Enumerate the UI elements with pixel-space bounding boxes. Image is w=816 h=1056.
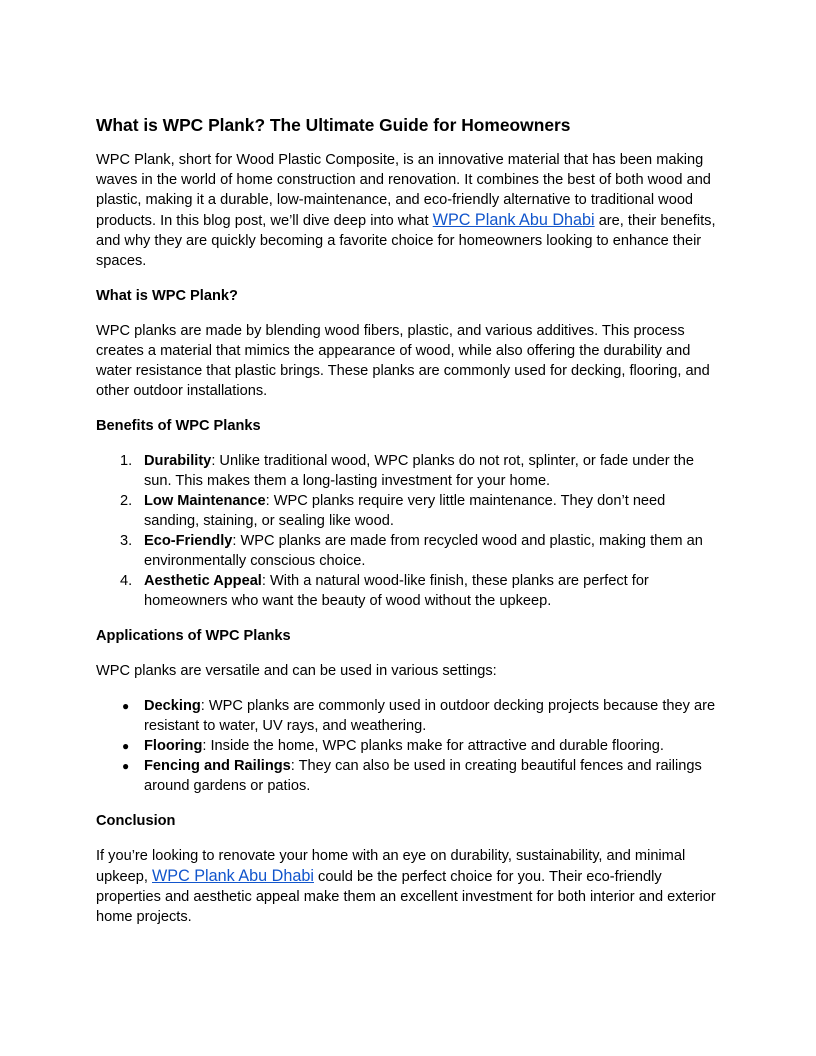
list-number: 3. [120,533,133,549]
list-item [96,531,721,571]
document-title: What is WPC Plank? The Ultimate Guide for Homeowners [96,115,571,135]
list-item-text: : They can also be used in creating beautiful fences and railings around gardens or patios. [144,758,702,794]
list-item [96,451,721,491]
conclusion-paragraph [96,846,721,927]
intro-text-end: are, their benefits, and why they are quickly becoming a favorite choice for homeowners looking to enhance their spaces. [96,213,716,269]
section-body-what-is: WPC planks are made by blending wood fibers, plastic, and various additives. This process creates a material that mimics the appearance of wood, while also offering the durability and water resistance that plastic brings. These planks are commonly used for decking, flooring, and other outdoor installations. [96,323,710,399]
list-item [96,756,721,796]
list-item-term: Decking [144,698,201,714]
list-item-term: Flooring [144,738,203,754]
list-item-text: : WPC planks require very little maintenance. They don’t need sanding, staining, or sealing like wood. [144,493,666,529]
bullet-icon: ● [122,699,130,713]
list-item-text: : WPC planks are commonly used in outdoor decking projects because they are resistant to water, UV rays, and weathering. [144,698,716,734]
list-item-term: Eco-Friendly [144,533,233,549]
document-page [96,113,721,942]
conclusion-text-end: could be the perfect choice for you. Their eco-friendly properties and aesthetic appeal make them an excellent investment for both interior and exterior home projects. [96,869,716,925]
list-item-text: : Unlike traditional wood, WPC planks do not rot, splinter, or fade under the sun. This makes them a long-lasting investment for your home. [144,453,694,489]
list-item-term: Aesthetic Appeal [144,573,262,589]
list-item [96,736,721,756]
list-item-term: Durability [144,453,212,469]
section-heading-conclusion: Conclusion [96,813,176,829]
list-item-term: Low Maintenance [144,493,266,509]
list-number: 2. [120,493,133,509]
applications-list [96,696,721,796]
list-item [96,696,721,736]
list-item-term: Fencing and Railings [144,758,291,774]
intro-text-start: WPC Plank, short for Wood Plastic Composite, is an innovative material that has been making waves in the world of home construction and renovation. It combines the best of both wood and plastic, making it a durable, low-maintenance, and eco-friendly alternative to traditional wood products. In this blog post, we’ll dive deep into what [96,152,711,229]
section-intro-applications: WPC planks are versatile and can be used in various settings: [96,663,497,679]
wpc-plank-abu-dhabi-link[interactable]: WPC Plank Abu Dhabi [152,867,314,885]
list-item-text: : Inside the home, WPC planks make for attractive and durable flooring. [202,738,664,754]
wpc-plank-abu-dhabi-link[interactable]: WPC Plank Abu Dhabi [432,211,595,229]
benefits-list [96,451,721,611]
bullet-icon: ● [122,739,130,753]
section-heading-applications: Applications of WPC Planks [96,628,291,644]
list-number: 1. [120,453,133,469]
list-number: 4. [120,573,133,589]
list-item-text: : WPC planks are made from recycled wood and plastic, making them an environmentally conscious choice. [144,533,703,569]
section-heading-what-is: What is WPC Plank? [96,288,238,304]
intro-paragraph [96,150,721,271]
list-item [96,571,721,611]
section-heading-benefits: Benefits of WPC Planks [96,418,261,434]
list-item [96,491,721,531]
bullet-icon: ● [122,759,130,773]
conclusion-text-start: If you’re looking to renovate your home with an eye on durability, sustainability, and minimal upkeep, [96,848,686,885]
list-item-text: : With a natural wood-like finish, these planks are perfect for homeowners who want the beauty of wood without the upkeep. [144,573,649,609]
